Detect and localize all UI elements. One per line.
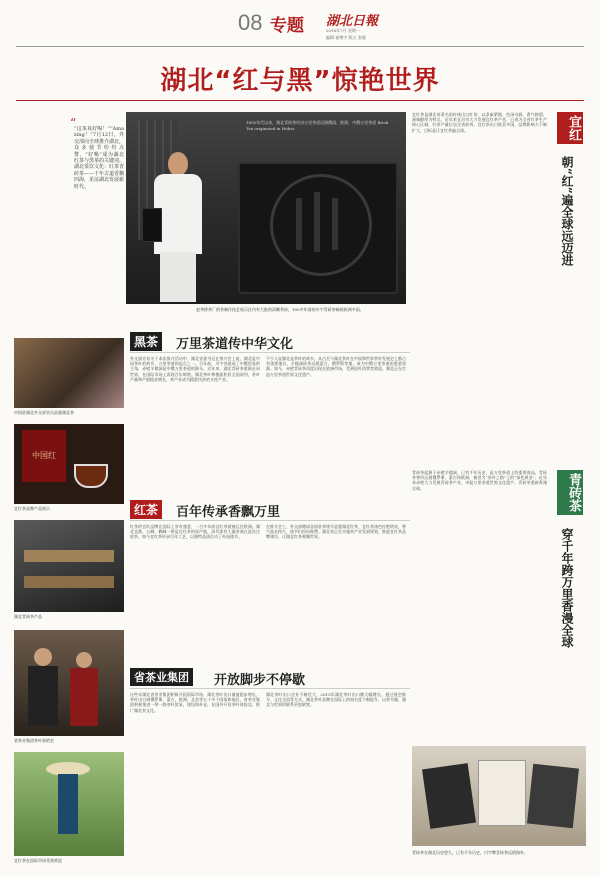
giant-tea-brick xyxy=(238,162,398,294)
tea-cup xyxy=(74,464,108,488)
tea-brick-held xyxy=(142,208,162,242)
headline: 湖北“红与黑”惊艳世界 xyxy=(160,66,440,96)
section-title-red: 百年传承香飘万里 xyxy=(176,505,281,520)
black-text-col2: 不少人说湖北是茶叶的故乡，从古至今湖北茶叶在中国和世界茶叶发展史上都占有重要地位。羊楼洞砖茶远销蒙古、俄罗斯等地，成为中俄万里茶道的重要货源。如今，赤壁青砖茶再度出现在欧洲市场，受到国外消费者欢迎。湖北正在打造万里茶道世界文化遗产。 xyxy=(266,356,406,377)
masthead-rule xyxy=(16,46,584,47)
banner-title-yihong: 朝“红”遍全球远迈进 xyxy=(560,156,574,266)
section-header-red-tea xyxy=(130,500,410,521)
banner-qingzhuan xyxy=(553,470,587,730)
lead-text: “这茶真好喝！”“Amazing！”7月12日，外交部向全球推介湖北，众多使节纷纷点赞，“好喝”成为湖北红茶与黑茶的关键词。湖北茶饮文化：红茶青砖茶——千年古道香飘四海，见证湖北发展新时代。 xyxy=(74,126,124,190)
right-text-qingzhuan: 青砖茶起源于赤壁羊楼洞，已有千年历史，是万里茶道上的重要商品。青砖茶曾经远销俄罗斯、蒙古和欧洲，被誉为“茶叶之路”上的“绿色黄金”。近年来赤壁大力发展青砖茶产业，申报万里茶道世界文化遗产，青砖茶重新香漫全球。 xyxy=(412,470,547,491)
editors: 编辑 崔博宇 版式 张舰 xyxy=(326,35,366,40)
section-title-black: 万里茶道传中华文化 xyxy=(176,337,294,352)
banner-tag-yihong: 宜红 xyxy=(557,112,583,144)
headline-underline xyxy=(16,100,584,101)
left-photo-3 xyxy=(14,520,124,612)
section-tag-red: 红茶 xyxy=(130,500,162,519)
photo-exhibit-label: 1850年代以来，湖北青砖茶经由万里茶道远销俄国、欧洲，中俄万里茶道 Brick Tea originated in Hubei xyxy=(246,120,389,131)
banner-tag-qingzhuan: 青砖茶 xyxy=(557,470,583,515)
red-text-col2: 在推介会上，外交部邀请各国驻华使节品鉴湖北红茶，宜红茶汤色红艳明亮，香气高长持久，使节们纷纷称赞。湖北省正在实施茶产业发展规划，推进宜红茶品牌建设，让湖北红茶香飘世界。 xyxy=(266,524,406,540)
main-photo-caption: 赵李桥茶厂的茶制作技艺展示区内有大批的清晰茶砖，100多年前的川字青砖茶畅销欧洲多国。 xyxy=(196,307,364,312)
main-photo-tea-display xyxy=(126,112,406,304)
lead-quote-mark: “ xyxy=(70,116,77,130)
bottom-photo-tea-bricks xyxy=(412,746,586,846)
left-photo-1 xyxy=(14,338,124,408)
left-caption-4: 省茶业集团茶叶展销会 xyxy=(14,738,54,743)
banner-yihong xyxy=(553,112,587,312)
page-number: 08 xyxy=(238,10,263,35)
banner-title-qingzhuan: 穿千年跨万里香漫全球 xyxy=(560,528,574,648)
section-tag-province: 省茶业集团 xyxy=(130,668,193,686)
left-caption-1: 中国驻湖北外交部官员品鉴湖北茶 xyxy=(14,410,74,415)
black-text-col1: 外交部宣布关于本次推介活动中，湖北省委书记在推介会上说，湖北是中国茶叶的故乡，万里茶道的起点之一。百年前，川字茶就成了中俄贸易的主角，赤壁羊楼洞是中俄万里茶道的源头。近年来，湖北青砖茶重新走向世界，在国际市场上再现百年辉煌。湖北茶叶种植面积居全国前列，茶叶产量和产值稳步增长，茶产业成为精准扶贫的支柱产业。 xyxy=(130,356,260,382)
newspaper-logo: 湖北日報 xyxy=(326,14,379,29)
left-photo-4 xyxy=(14,630,124,736)
red-text-col1: 红茶的宜红品牌在国际上享有盛誉，一百多年前宜红茶就被运往欧洲。湖北宜都、五峰、鹤峰一带是宜红茶的原产地，清代即有大量茶商在此设庄收茶。如今宜红茶传承百年工艺，以独特品质打动了外国使节。 xyxy=(130,524,260,540)
left-photo-2 xyxy=(14,424,124,504)
section-label: 专题 xyxy=(270,16,304,35)
section-header-black-tea xyxy=(130,332,410,353)
presenter-figure xyxy=(148,152,208,302)
left-caption-2: 宜红茶品牌产品展示 xyxy=(14,506,50,511)
section-header-province xyxy=(130,668,410,689)
masthead xyxy=(0,0,600,54)
issue-date: 2016年7月 星期一 xyxy=(326,28,360,33)
left-caption-3: 湖北青砖茶产品 xyxy=(14,614,42,619)
section-title-province: 开放脚步不停歇 xyxy=(214,673,306,688)
left-photo-5 xyxy=(14,752,124,856)
province-text-col2: 湖北茶叶出口企业不断壮大，2015年湖北茶叶出口额大幅增长。通过展会推介、文化交流等方式，湖北茶叶品牌在国际上的知名度不断提升，以茶为媒，湖北与世界的联系更加紧密。 xyxy=(266,692,406,708)
province-text-col1: 这些年湖北省茶业集团积极开拓国际市场，湖北茶叶出口量值稳步增长，茶叶出口到俄罗斯、蒙古、欧洲、北美等五十多个国家和地区。省茶业集团积极推进一带一路茶叶贸易，建设海外仓，在国外开设茶叶体验店，推广湖北茶文化。 xyxy=(130,692,260,713)
section-tag-black: 黑茶 xyxy=(130,332,162,351)
left-caption-5: 宜红茶在国际市场受到欢迎 xyxy=(14,858,62,863)
bottom-photo-caption: 青砖茶在湖北历史悠久，已有千年历史，川字牌青砖茶远销海外。 xyxy=(412,850,528,855)
yihong-package: 中国红 xyxy=(22,430,66,482)
right-text-yihong: 宜红茶是湖北省著名的传统出口红茶，以条索紧细、色泽乌润、香气鲜甜、滋味醇厚为特点。近年来宜昌市大力发展宜红茶产业，已成为全省红茶生产核心区域，红茶产量位居全省前列。宜红茶出口欧美多国，品牌影响力不断扩大，目标是让宜红茶遍全球。 xyxy=(412,112,547,133)
